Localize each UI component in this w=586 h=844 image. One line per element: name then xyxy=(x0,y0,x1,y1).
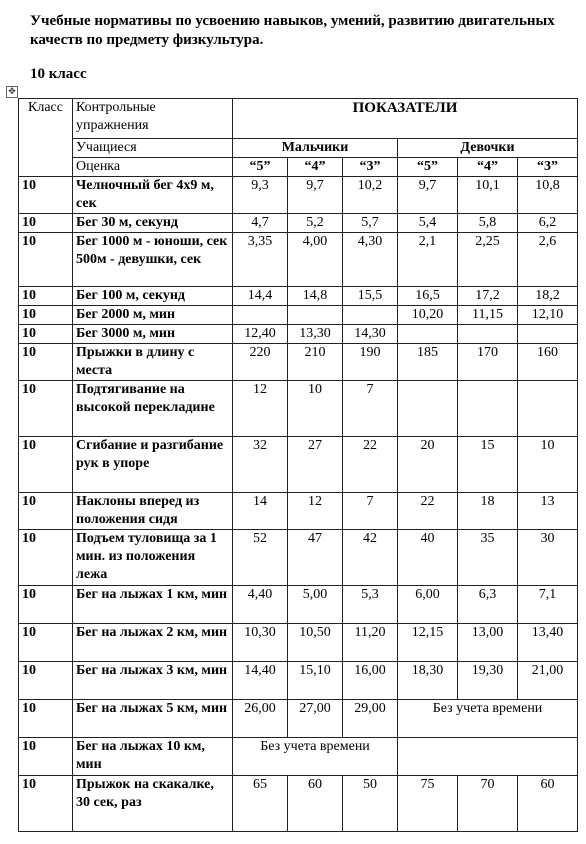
table-row xyxy=(19,700,578,738)
grade-cell: “5” xyxy=(233,158,288,177)
value-cell: 18,2 xyxy=(518,287,578,306)
value-cell: 2,1 xyxy=(398,233,458,287)
grade-cell: “4” xyxy=(288,158,343,177)
value-cell: 12,15 xyxy=(398,624,458,662)
table-row xyxy=(19,177,578,214)
value-cell: 2,6 xyxy=(518,233,578,287)
value-cell: 2,25 xyxy=(458,233,518,287)
value-cell: 14 xyxy=(233,493,288,530)
exercise-name-cell: Челночный бег 4х9 м, сек xyxy=(73,177,233,214)
value-cell: 3,35 xyxy=(233,233,288,287)
value-cell: 5,8 xyxy=(458,214,518,233)
exercise-name-cell: Бег 100 м, секунд xyxy=(73,287,233,306)
row-class-cell: 10 xyxy=(19,344,73,381)
value-cell xyxy=(458,381,518,437)
row-class-cell: 10 xyxy=(19,586,73,624)
value-cell: 40 xyxy=(398,530,458,586)
value-cell: 12 xyxy=(288,493,343,530)
table-row xyxy=(19,493,578,530)
grade-cell: “3” xyxy=(518,158,578,177)
value-cell xyxy=(343,306,398,325)
value-cell xyxy=(398,325,458,344)
row-class-cell: 10 xyxy=(19,776,73,832)
value-cell: 10,2 xyxy=(343,177,398,214)
value-cell: 13 xyxy=(518,493,578,530)
value-cell: 60 xyxy=(518,776,578,832)
value-cell: 70 xyxy=(458,776,518,832)
value-cell: 7 xyxy=(343,493,398,530)
row-class-cell: 10 xyxy=(19,233,73,287)
table-row xyxy=(19,437,578,493)
grade-cell: “4” xyxy=(458,158,518,177)
value-cell xyxy=(518,381,578,437)
value-cell: 9,3 xyxy=(233,177,288,214)
value-cell: 30 xyxy=(518,530,578,586)
value-cell: 50 xyxy=(343,776,398,832)
value-cell: 35 xyxy=(458,530,518,586)
exercise-name-cell: Прыжки в длину с места xyxy=(73,344,233,381)
value-cell xyxy=(458,325,518,344)
value-cell: 190 xyxy=(343,344,398,381)
value-cell: 185 xyxy=(398,344,458,381)
value-cell: 15,5 xyxy=(343,287,398,306)
table-move-handle-icon[interactable]: ✥ xyxy=(6,86,18,98)
value-cell: 29,00 xyxy=(343,700,398,738)
value-cell: 65 xyxy=(233,776,288,832)
exercise-name-cell: Бег на лыжах 2 км, мин xyxy=(73,624,233,662)
value-cell: 32 xyxy=(233,437,288,493)
value-cell: 52 xyxy=(233,530,288,586)
value-cell: 4,00 xyxy=(288,233,343,287)
value-cell: 7,1 xyxy=(518,586,578,624)
value-cell: 13,30 xyxy=(288,325,343,344)
header-students: Учащиеся xyxy=(73,139,233,158)
header-exercises: Контрольные упражнения xyxy=(73,99,233,139)
value-cell: 11,15 xyxy=(458,306,518,325)
value-cell: 12,10 xyxy=(518,306,578,325)
row-class-cell: 10 xyxy=(19,662,73,700)
header-indicators: ПОКАЗАТЕЛИ xyxy=(233,99,578,139)
exercise-name-cell: Бег 3000 м, мин xyxy=(73,325,233,344)
table-row xyxy=(19,662,578,700)
value-cell: 10,1 xyxy=(458,177,518,214)
table-row xyxy=(19,624,578,662)
grade-cell: “3” xyxy=(343,158,398,177)
exercise-name-cell: Прыжок на скакалке, 30 сек, раз xyxy=(73,776,233,832)
table-row xyxy=(19,344,578,381)
value-cell: 10,20 xyxy=(398,306,458,325)
value-cell: 7 xyxy=(343,381,398,437)
value-cell: 13,40 xyxy=(518,624,578,662)
value-cell: 19,30 xyxy=(458,662,518,700)
row-class-cell: 10 xyxy=(19,738,73,776)
value-cell: 47 xyxy=(288,530,343,586)
exercise-name-cell: Бег 1000 м - юноши, сек 500м - девушки, сек xyxy=(73,233,233,287)
value-cell: 220 xyxy=(233,344,288,381)
norms-table xyxy=(18,98,578,832)
exercise-name-cell: Бег на лыжах 1 км, мин xyxy=(73,586,233,624)
table-row xyxy=(19,586,578,624)
row-class-cell: 10 xyxy=(19,381,73,437)
value-cell: 6,00 xyxy=(398,586,458,624)
value-cell: 20 xyxy=(398,437,458,493)
header-girls: Девочки xyxy=(398,139,578,158)
value-cell: 5,4 xyxy=(398,214,458,233)
value-cell xyxy=(233,306,288,325)
value-cell xyxy=(398,381,458,437)
value-cell: 15 xyxy=(458,437,518,493)
value-cell: 18 xyxy=(458,493,518,530)
exercise-name-cell: Бег на лыжах 5 км, мин xyxy=(73,700,233,738)
value-cell: 10,8 xyxy=(518,177,578,214)
table-row xyxy=(19,325,578,344)
exercise-name-cell: Подъем туловища за 1 мин. из положения лежа xyxy=(73,530,233,586)
value-cell: 5,2 xyxy=(288,214,343,233)
value-cell: 14,4 xyxy=(233,287,288,306)
header-boys: Мальчики xyxy=(233,139,398,158)
row-class-cell: 10 xyxy=(19,177,73,214)
value-cell xyxy=(398,738,578,776)
value-cell: 10 xyxy=(518,437,578,493)
table-row xyxy=(19,214,578,233)
value-cell: 6,3 xyxy=(458,586,518,624)
value-cell: 60 xyxy=(288,776,343,832)
value-cell: 15,10 xyxy=(288,662,343,700)
value-cell xyxy=(288,306,343,325)
value-cell: 9,7 xyxy=(288,177,343,214)
table-row xyxy=(19,776,578,832)
value-cell: 5,3 xyxy=(343,586,398,624)
exercise-name-cell: Бег на лыжах 3 км, мин xyxy=(73,662,233,700)
value-cell: 14,8 xyxy=(288,287,343,306)
exercise-name-cell: Подтягивание на высокой перекладине xyxy=(73,381,233,437)
row-class-cell: 10 xyxy=(19,700,73,738)
value-cell xyxy=(518,325,578,344)
value-cell: 22 xyxy=(343,437,398,493)
row-class-cell: 10 xyxy=(19,325,73,344)
value-cell: 13,00 xyxy=(458,624,518,662)
value-cell: 10,30 xyxy=(233,624,288,662)
value-cell: 18,30 xyxy=(398,662,458,700)
value-cell: 17,2 xyxy=(458,287,518,306)
value-cell: 22 xyxy=(398,493,458,530)
value-cell: 5,7 xyxy=(343,214,398,233)
exercise-name-cell: Сгибание и разгибание рук в упоре xyxy=(73,437,233,493)
table-row xyxy=(19,530,578,586)
document-title: Учебные нормативы по усвоению навыков, умений, развитию двигательных качеств по предмету физкультура. xyxy=(30,13,555,48)
value-cell: 4,40 xyxy=(233,586,288,624)
grade-cell: “5” xyxy=(398,158,458,177)
value-cell: 16,5 xyxy=(398,287,458,306)
value-cell: 12,40 xyxy=(233,325,288,344)
boys-merged-cell: Без учета времени xyxy=(233,738,398,776)
table-row xyxy=(19,738,578,776)
value-cell: 11,20 xyxy=(343,624,398,662)
exercise-name-cell: Наклоны вперед из положения сидя xyxy=(73,493,233,530)
table-row xyxy=(19,306,578,325)
value-cell: 14,40 xyxy=(233,662,288,700)
header-grade: Оценка xyxy=(73,158,233,177)
row-class-cell: 10 xyxy=(19,530,73,586)
table-row xyxy=(19,287,578,306)
value-cell: 160 xyxy=(518,344,578,381)
value-cell: 10 xyxy=(288,381,343,437)
value-cell: 42 xyxy=(343,530,398,586)
row-class-cell: 10 xyxy=(19,624,73,662)
exercise-name-cell: Бег 2000 м, мин xyxy=(73,306,233,325)
table-row xyxy=(19,233,578,287)
row-class-cell: 10 xyxy=(19,214,73,233)
exercise-name-cell: Бег 30 м, секунд xyxy=(73,214,233,233)
table-row xyxy=(19,381,578,437)
value-cell: 14,30 xyxy=(343,325,398,344)
row-class-cell: 10 xyxy=(19,493,73,530)
value-cell: 27 xyxy=(288,437,343,493)
value-cell: 5,00 xyxy=(288,586,343,624)
class-label: 10 класс xyxy=(30,66,87,82)
value-cell: 170 xyxy=(458,344,518,381)
row-class-cell: 10 xyxy=(19,437,73,493)
value-cell: 210 xyxy=(288,344,343,381)
value-cell: 16,00 xyxy=(343,662,398,700)
row-class-cell: 10 xyxy=(19,287,73,306)
exercise-name-cell: Бег на лыжах 10 км, мин xyxy=(73,738,233,776)
value-cell: 75 xyxy=(398,776,458,832)
value-cell: 10,50 xyxy=(288,624,343,662)
value-cell: 27,00 xyxy=(288,700,343,738)
value-cell: 9,7 xyxy=(398,177,458,214)
value-cell: 6,2 xyxy=(518,214,578,233)
value-cell: 4,7 xyxy=(233,214,288,233)
girls-merged-cell: Без учета времени xyxy=(398,700,578,738)
value-cell: 12 xyxy=(233,381,288,437)
row-class-cell: 10 xyxy=(19,306,73,325)
value-cell: 4,30 xyxy=(343,233,398,287)
header-class: Класс xyxy=(19,99,73,177)
value-cell: 21,00 xyxy=(518,662,578,700)
value-cell: 26,00 xyxy=(233,700,288,738)
